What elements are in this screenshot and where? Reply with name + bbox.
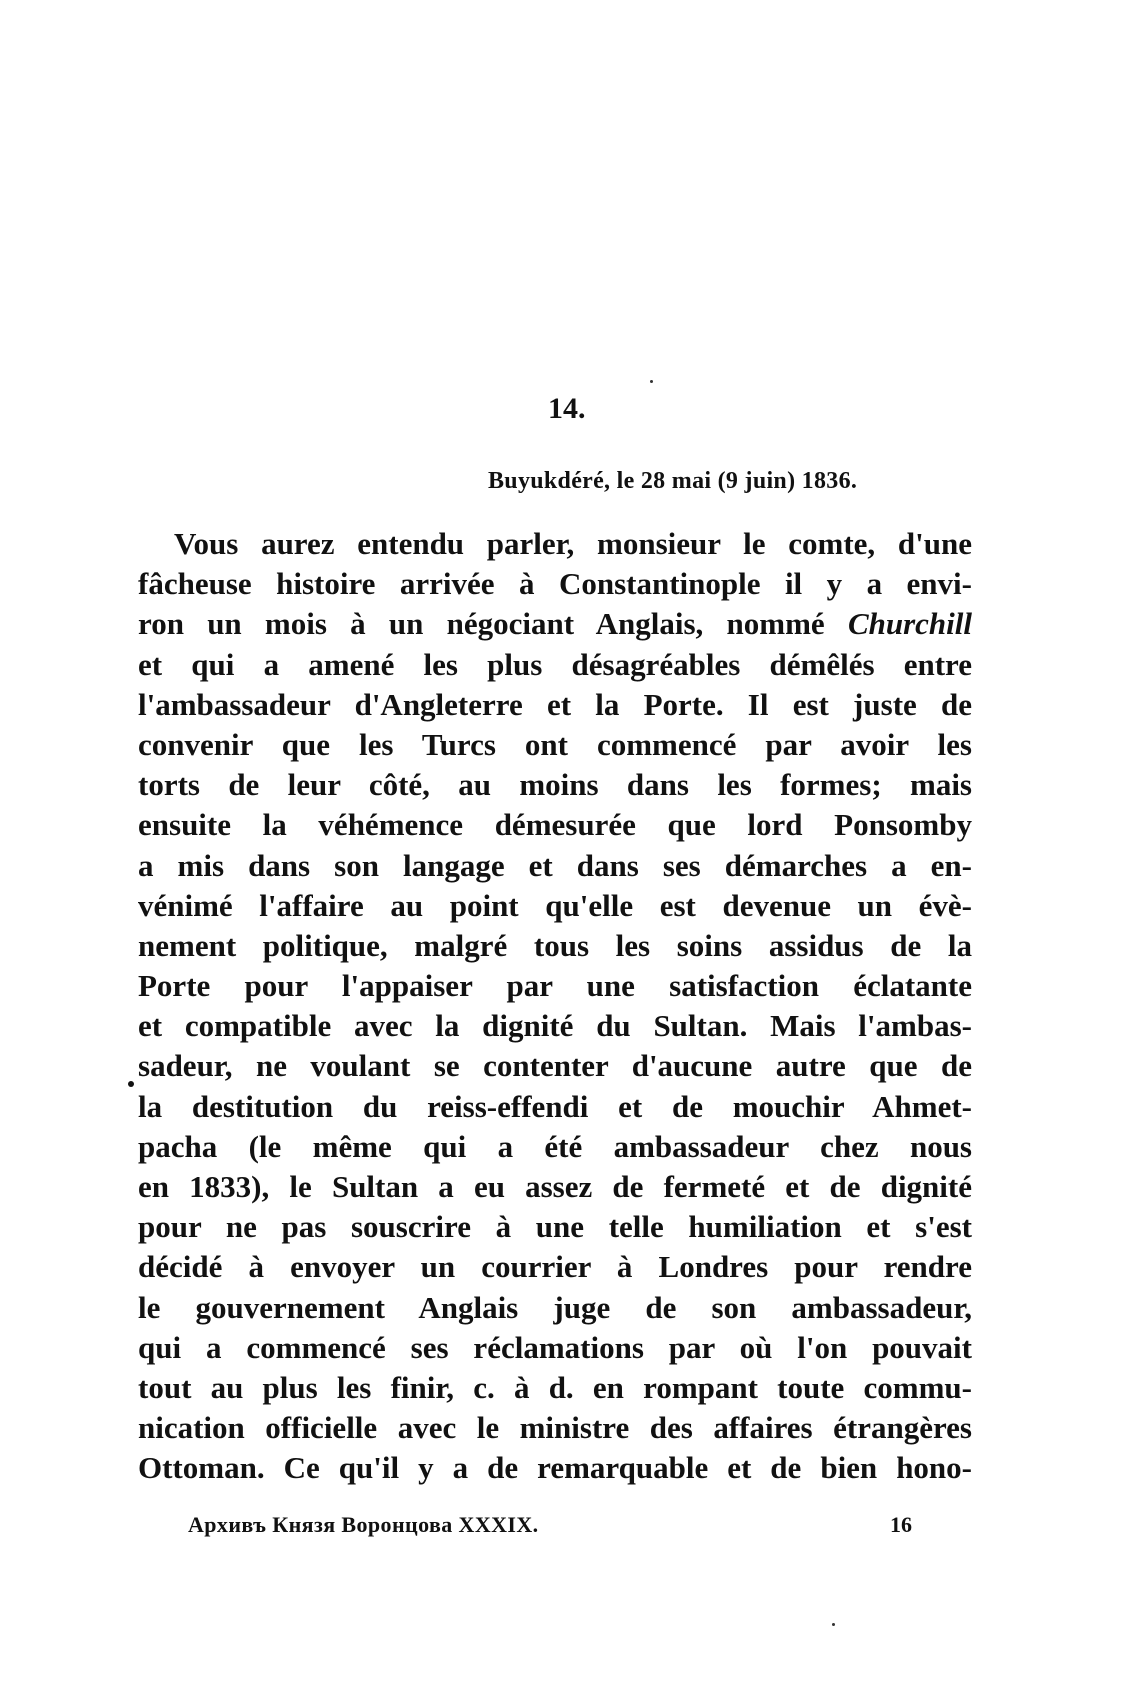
print-speck [832,1623,835,1626]
text-line: Porte pour l'appaiser par une satisfaction éclatante [138,968,972,1004]
letter-body [138,524,972,1489]
text-line: pacha (le même qui a été ambassadeur chez nous [138,1128,972,1164]
text-line: fâcheuse histoire arrivée à Constantinople il y a envi- [138,566,972,602]
text-line: décidé à envoyer un courrier à Londres pour rendre [138,1249,972,1285]
text-line: ensuite la véhémence démesurée que lord Ponsomby [138,807,972,843]
text-line: tout au plus les finir, c. à d. en rompant toute commu- [138,1369,972,1405]
text-line: Vous aurez entendu parler, monsieur le comte, d'une [174,526,972,561]
footer-signature: Архивъ Князя Воронцова XXXIX. [188,1512,539,1537]
italic-name: Churchill [847,606,972,642]
print-speck [128,1081,134,1087]
text-line: en 1833), le Sultan a eu assez de fermeté et de dignité [138,1169,972,1204]
text-line: et compatible avec la dignité du Sultan. Mais l'ambas- [138,1008,972,1044]
text-line: pour ne pas souscrire à une telle humiliation et s'est [138,1209,972,1245]
document-number: 14. [548,392,586,425]
print-speck [650,380,653,383]
text-line: a mis dans son langage et dans ses démarches a en- [138,847,972,883]
sheet-number: 16 [890,1512,912,1537]
text-line: Ottoman. Ce qu'il y a de remarquable et de bien hono- [138,1450,972,1486]
text-line: convenir que les Turcs ont commencé par avoir les [138,726,972,762]
text-line [138,604,972,644]
text-fragment: ron un mois à un négociant Anglais, nommé [138,606,848,642]
text-line: le gouvernement Anglais juge de son ambassadeur, [138,1289,972,1325]
text-line: la destitution du reiss-effendi et de mouchir Ahmet- [138,1088,972,1124]
text-line: sadeur, ne voulant se contenter d'aucune autre que de [138,1048,972,1084]
text-line: l'ambassadeur d'Angleterre et la Porte. Il est juste de [138,686,972,722]
text-line: nement politique, malgré tous les soins assidus de la [138,927,972,963]
text-line: qui a commencé ses réclamations par où l'on pouvait [138,1329,972,1365]
dateline: Buyukdéré, le 28 mai (9 juin) 1836. [488,468,858,494]
text-line: vénimé l'affaire au point qu'elle est devenue un évè- [138,887,972,923]
text-line: et qui a amené les plus désagréables démêlés entre [138,646,972,682]
text-line: nication officielle avec le ministre des affaires étrangères [138,1410,972,1446]
text-line: torts de leur côté, au moins dans les formes; mais [138,767,972,803]
